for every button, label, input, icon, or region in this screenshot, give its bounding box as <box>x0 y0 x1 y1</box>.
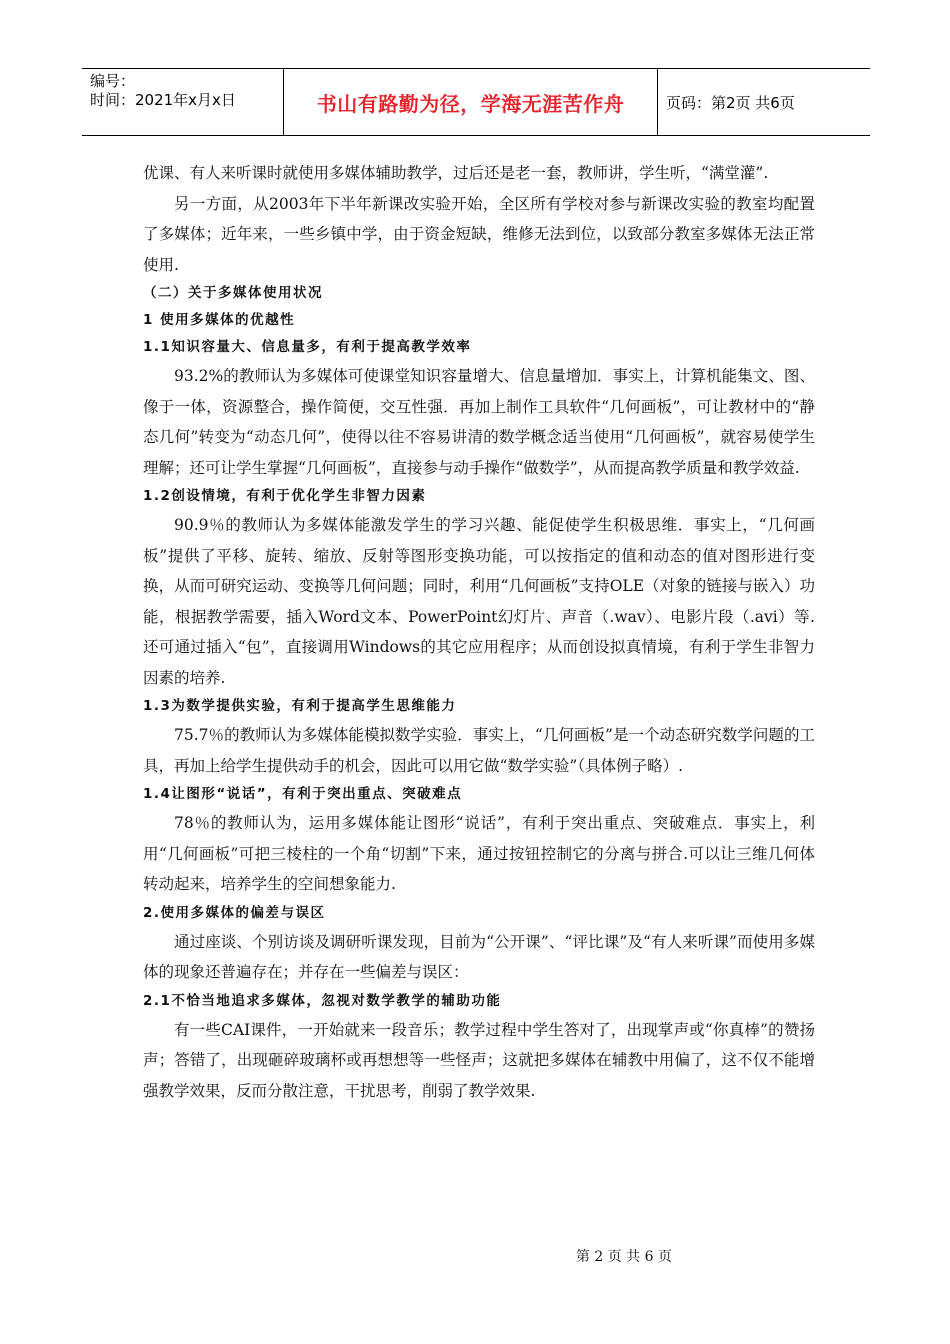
document-body <box>143 158 815 1106</box>
body-paragraph: 有一些CAI课件，一开始就来一段音乐；教学过程中学生答对了，出现掌声或“你真棒”的赞扬声；答错了，出现砸碎玻璃杯或再想想等一些怪声；这就把多媒体在辅教中用偏了，这不仅不能增强教学效果，反而分散注意，干扰思考，削弱了教学效果. <box>143 1020 815 1100</box>
section-heading: 1.3为数学提供实验，有利于提高学生思维能力 <box>143 698 457 714</box>
section-heading: 2.1不恰当地追求多媒体，忽视对数学教学的辅助功能 <box>143 992 502 1009</box>
document-header <box>82 68 870 136</box>
section-heading: （二）关于多媒体使用状况 <box>143 285 323 301</box>
body-paragraph: 另一方面，从2003年下半年新课改实验开始，全区所有学校对参与新课改实验的教室均配置了多媒体；近年来，一些乡镇中学，由于资金短缺，维修无法到位，以致部分教室多媒体无法正常使用. <box>143 194 815 274</box>
header-meta-cell <box>82 69 284 135</box>
body-paragraph: 90.9％的教师认为多媒体能激发学生的学习兴趣、能促使学生积极思维．事实上，“几何画板”提供了平移、旋转、缩放、反射等图形变换功能，可以按指定的值和动态的值对图形进行变换，从而可研究运动、变换等几何问题；同时，利用“几何画板”支持OLE（对象的链接与嵌入）功能，根据教学需要，插入Word文本、PowerPoint幻灯片、声音（.wav）、电影片段（.avi）等.还可通过插入“包”，直接调用Windows的其它应用程序；从而创设拟真情境，有利于学生非智力因素的培养. <box>143 516 815 687</box>
section-heading: 1 使用多媒体的优越性 <box>143 312 296 328</box>
body-paragraph: 75.7％的教师认为多媒体能模拟数学实验．事实上，“几何画板”是一个动态研究数学问题的工具，再加上给学生提供动手的机会，因此可以用它做“数学实验”（具体例子略）. <box>143 726 815 775</box>
body-paragraph: 优课、有人来听课时就使用多媒体辅助教学，过后还是老一套，教师讲，学生听，“满堂灌”. <box>143 164 769 182</box>
body-paragraph: 78％的教师认为，运用多媒体能让图形“说话”，有利于突出重点、突破难点．事实上，利用“几何画板”可把三棱柱的一个角“切割”下来，通过按钮控制它的分离与拼合.可以让三维几何体转动起来，培养学生的空间想象能力. <box>143 814 815 893</box>
page-info: 页码：第2页 共6页 <box>666 93 795 112</box>
section-heading: 2.使用多媒体的偏差与误区 <box>143 904 326 921</box>
body-paragraph: 通过座谈、个别访谈及调研听课发现，目前为“公开课”、“评比课”及“有人来听课”而使用多媒体的现象还普遍存在；并存在一些偏差与误区： <box>143 932 815 981</box>
serial-label: 编号： <box>90 72 136 90</box>
header-page-cell <box>658 69 870 135</box>
section-heading: 1.4让图形“说话”，有利于突出重点、突破难点 <box>143 786 463 802</box>
body-paragraph: 93.2%的教师认为多媒体可使课堂知识容量增大、信息量增加．事实上，计算机能集文、图、像于一体，资源整合，操作简便，交互性强．再加上制作工具软件“几何画板”，可让教材中的“静态几何”转变为“动态几何”，使得以往不容易讲清的数学概念适当使用“几何画板”，就容易使学生理解；还可让学生掌握“几何画板”，直接参与动手操作“做数学”，从而提高教学质量和教学效益. <box>143 367 815 477</box>
footer-page-number: 第 2 页 共 6 页 <box>575 1249 672 1265</box>
page-footer <box>0 1246 950 1266</box>
section-heading: 1.2创设情境，有利于优化学生非智力因素 <box>143 488 427 504</box>
header-motto-cell <box>284 69 658 135</box>
time-label: 时间：2021年x月x日 <box>90 91 236 109</box>
motto-text: 书山有路勤为径，学海无涯苦作舟 <box>316 91 625 116</box>
section-heading: 1.1知识容量大、信息量多，有利于提高教学效率 <box>143 339 472 355</box>
